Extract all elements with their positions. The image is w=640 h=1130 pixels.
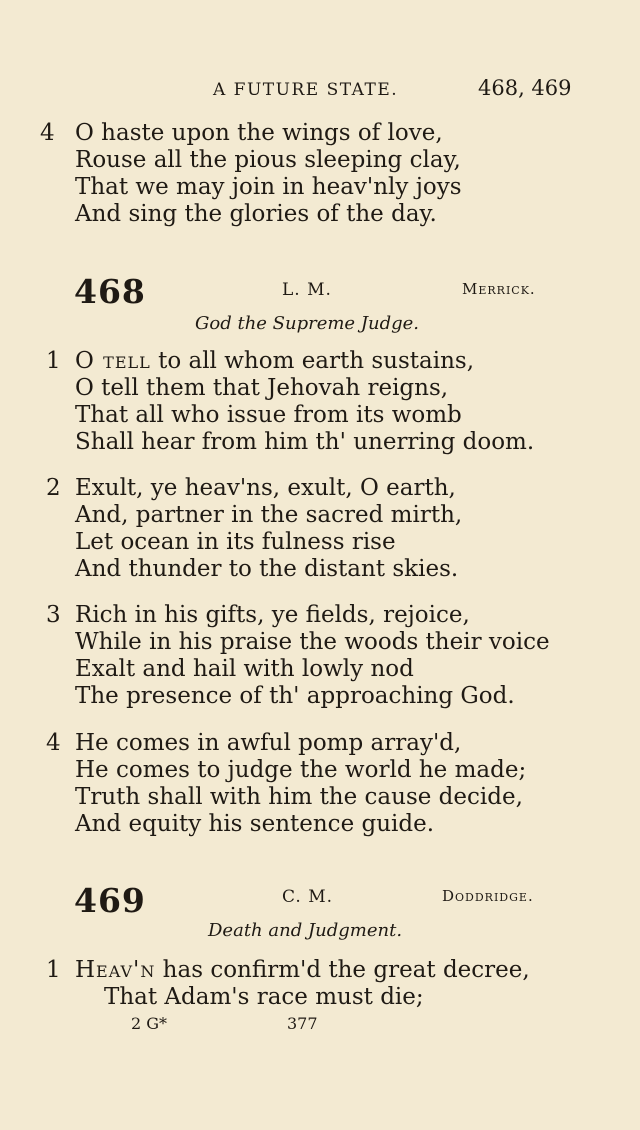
verse-number: 2 — [46, 475, 61, 501]
verse-line: The presence of th' approaching God. — [75, 683, 515, 709]
verse-line: Rich in his gifts, ye fields, rejoice, — [75, 602, 470, 628]
verse-line: That we may join in heav'nly joys — [75, 174, 462, 200]
hymn-meter: C. M. — [282, 887, 334, 907]
verse-number: 4 — [46, 730, 61, 756]
verse-line: Exult, ye heav'ns, exult, O earth, — [75, 475, 456, 501]
verse-line: That Adam's race must die; — [104, 984, 424, 1010]
hymn-subtitle: God the Supreme Judge. — [195, 313, 420, 334]
verse-line: And sing the glories of the day. — [75, 201, 437, 227]
hymn-meter: L. M. — [282, 280, 332, 300]
hymn-subtitle: Death and Judgment. — [208, 920, 403, 941]
verse-line: Let ocean in its fulness rise — [75, 529, 396, 555]
verse-line: And equity his sentence guide. — [75, 811, 435, 837]
verse-line: That all who issue from its womb — [75, 402, 462, 428]
verse-line: He comes to judge the world he made; — [75, 757, 527, 783]
hymn-tune-name: Merrick. — [462, 280, 536, 298]
verse-line-rest: to all whom earth sustains, — [150, 348, 475, 374]
verse-line: And, partner in the sacred mirth, — [75, 502, 463, 528]
verse-line: He comes in awful pomp array'd, — [75, 730, 462, 756]
running-header-hymn-numbers: 468, 469 — [478, 76, 572, 100]
verse-line: O haste upon the wings of love, — [75, 120, 443, 146]
verse-number: 1 — [46, 348, 61, 374]
verse-line: Rouse all the pious sleeping clay, — [75, 147, 461, 173]
hymn-number: 468 — [74, 272, 146, 311]
running-header-title: A FUTURE STATE. — [213, 80, 399, 100]
verse-line — [75, 957, 530, 984]
verse-line-rest: has confirm'd the great decree, — [155, 957, 530, 983]
hymn-tune-name: Doddridge. — [442, 887, 534, 905]
verse-line: Shall hear from him th' unerring doom. — [75, 429, 535, 455]
verse-first-word: Heav'n — [75, 957, 156, 983]
page-number: 377 — [287, 1014, 318, 1033]
verse-line: O tell them that Jehovah reigns, — [75, 375, 449, 401]
verse-number: 1 — [46, 957, 61, 983]
verse-number: 3 — [46, 602, 61, 628]
verse-line: While in his praise the woods their voice — [75, 629, 550, 655]
verse-number: 4 — [40, 120, 55, 146]
verse-line: Truth shall with him the cause decide, — [75, 784, 523, 810]
verse-line — [75, 348, 474, 375]
verse-first-word: O tell — [75, 348, 151, 374]
hymn-number: 469 — [74, 881, 146, 920]
verse-line: Exalt and hail with lowly nod — [75, 656, 414, 682]
signature-mark: 2 G* — [131, 1014, 168, 1033]
verse-line: And thunder to the distant skies. — [75, 556, 459, 582]
